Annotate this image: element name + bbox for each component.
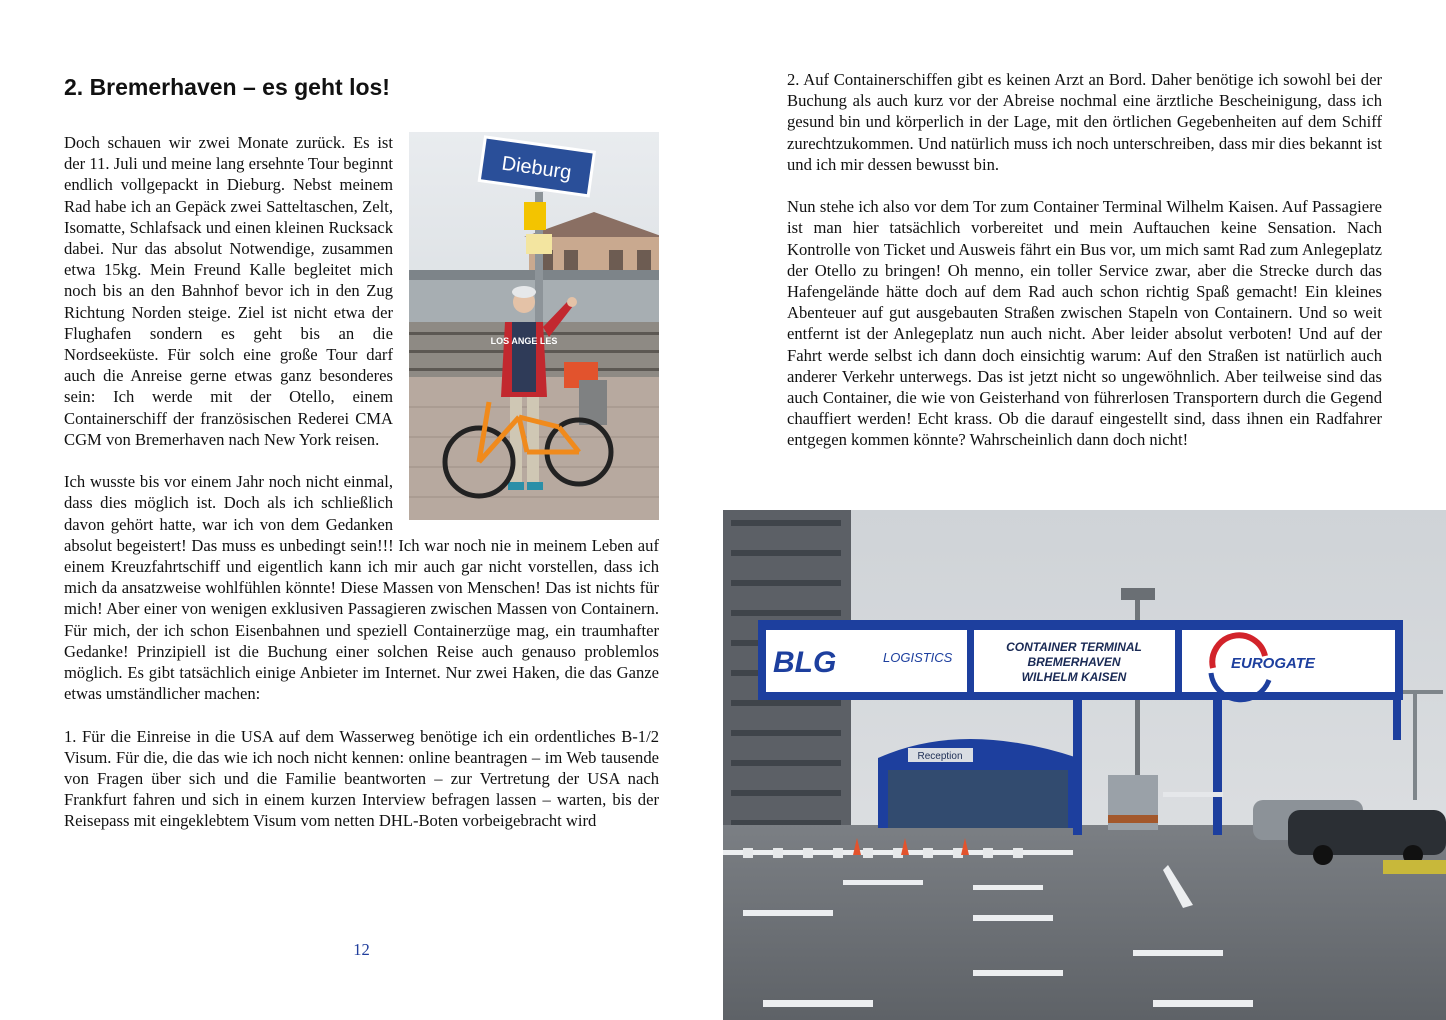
- sign-line-2: BREMERHAVEN: [1027, 655, 1121, 669]
- blg-logistics-label: LOGISTICS: [883, 650, 953, 665]
- paragraph-3: 1. Für die Einreise in die USA auf dem Wasserweg benötige ich ein ordentliches B-1/2 Visum. Für die, die das wie ich noch nicht kennen: online beantragen – im Web tausende von Fragen über sich und die Familie beantworten – zur Vertretung der USA nach Frankfurt fahren und sich in einem kurzen Interview befragen lassen – warten, bis der Reisepass mit eingeklebtem Visum vom netten DHL-Boten vorbeigebracht wird: [64, 726, 659, 831]
- right-body-text: [787, 69, 1382, 451]
- paragraph-2: Ich wusste bis vor einem Jahr noch nicht einmal, dass dies möglich ist. Doch als ich schließlich davon gehört hatte, war ich von dem Gedanken absolut begeistert! Das muss es unbedingt sein!!! Ich war noch nie in meinem Leben auf einem Kreuzfahrtschiff und eigentlich kann ich mir auch gar nicht vorstellen, dass ich mich da ansatzweise wohlfühlen könnte! Diese Massen von Menschen! Das ist nichts für mich! Aber einer von wenigen exklusiven Passagieren zwischen Massen von Containern. Für mich, der ich schon Eisenbahnen und speziell Containerzüge mag, ein traumhafter Gedanke! Prinzipiell ist die Buchung einer solchen Reise auch genauso problemlos möglich. Es gibt tatsächlich einige Anbieter im Internet. Nur zwei Haken, die das Ganze etwas umständlicher machen:: [64, 472, 659, 704]
- left-body-text: [64, 132, 659, 832]
- sign-line-1: CONTAINER TERMINAL: [1006, 640, 1142, 654]
- paragraph-1: Doch schauen wir zwei Monate zurück. Es ist der 11. Juli und meine lang ersehnte Tour beginnt endlich vollgepackt in Dieburg. Nebst meinem Rad habe ich an Gepäck zwei Satteltaschen, Zelt, Isomatte, Schlafsack und einen kleinen Rucksack dabei. Nur das absolut Notwendige, zusammen etwa 15kg. Mein Freund Kalle begleitet mich noch bis an den Bahnhof bevor ich in den Zug Richtung Norden steige. Ziel ist nicht etwa der Flughafen sondern es geht bis an die Nordseeküste. Für solch eine große Tour darf auch die Anreise gerne etwas ganz besonderes sein: Ich werde mit der Otello, einem Containerschiff der französischen Rederei CMA CGM von Bremerhaven nach New York reisen.: [64, 133, 393, 449]
- dieburg-station-photo: [409, 132, 659, 520]
- page-number: 12: [353, 940, 370, 959]
- eurogate-logo: EUROGATE: [1231, 655, 1315, 672]
- chapter-heading: 2. Bremerhaven – es geht los!: [64, 74, 390, 100]
- paragraph-4: 2. Auf Containerschiffen gibt es keinen Arzt an Bord. Daher benötige ich sowohl bei der Buchung als auch kurz vor der Abreise nochmal eine ärztliche Bescheinigung, dass ich gesund bin und körperlich in der Lage, mit den örtlichen Gegebenheiten auf dem Schiff zurechtzukommen. Und natürlich muss ich noch unterschreiben, dass mir dies bekannt ist und ich mir dessen bewusst bin.: [787, 70, 1382, 174]
- right-page: [723, 0, 1446, 1020]
- paragraph-5: Nun stehe ich also vor dem Tor zum Container Terminal Wilhelm Kaisen. Auf Passagiere ist man hier tatsächlich vorbereitet und mein Auftauchen keine Sensation. Nach Kontrolle von Ticket und Ausweis fährt ein Bus vor, um mich samt Rad zum Anlegeplatz der Otello zu bringen! Oh menno, ein toller Service zwar, aber die Strecke durch das Hafengelände hätte doch auf dem Rad auch schon richtig Spaß gemacht! Ein kleines Abenteuer auf gut ausgebauten Straßen zwischen Stapeln von Containern. Und so weit entfernt ist der Anlegeplatz nun auch nicht. Aber leider absolut verboten! Und auf der Fahrt werde selbst ich dann doch einsichtig warum: Auf den Straßen ist natürlich auch anderer Verkehr unterwegs. Das ist jetzt nicht so ungewöhnlich. Aber teilweise sind das auch Container, die wie von Geisterhand von führerlosen Transportern durch die Gegend chauffiert werden! Echt krass. Ob die darauf eingestellt sind, dass ihnen ein Radfahrer entgegen kommen könnte? Wahrscheinlich dann doch nicht!: [787, 197, 1382, 450]
- station-sign-text: Dieburg: [500, 152, 573, 185]
- blg-logo: BLG: [773, 646, 837, 679]
- reception-label: Reception: [917, 751, 963, 762]
- sign-line-3: WILHELM KAISEN: [1021, 670, 1127, 684]
- container-terminal-photo: [723, 510, 1446, 1020]
- shirt-text: LOS ANGE LES: [490, 336, 558, 346]
